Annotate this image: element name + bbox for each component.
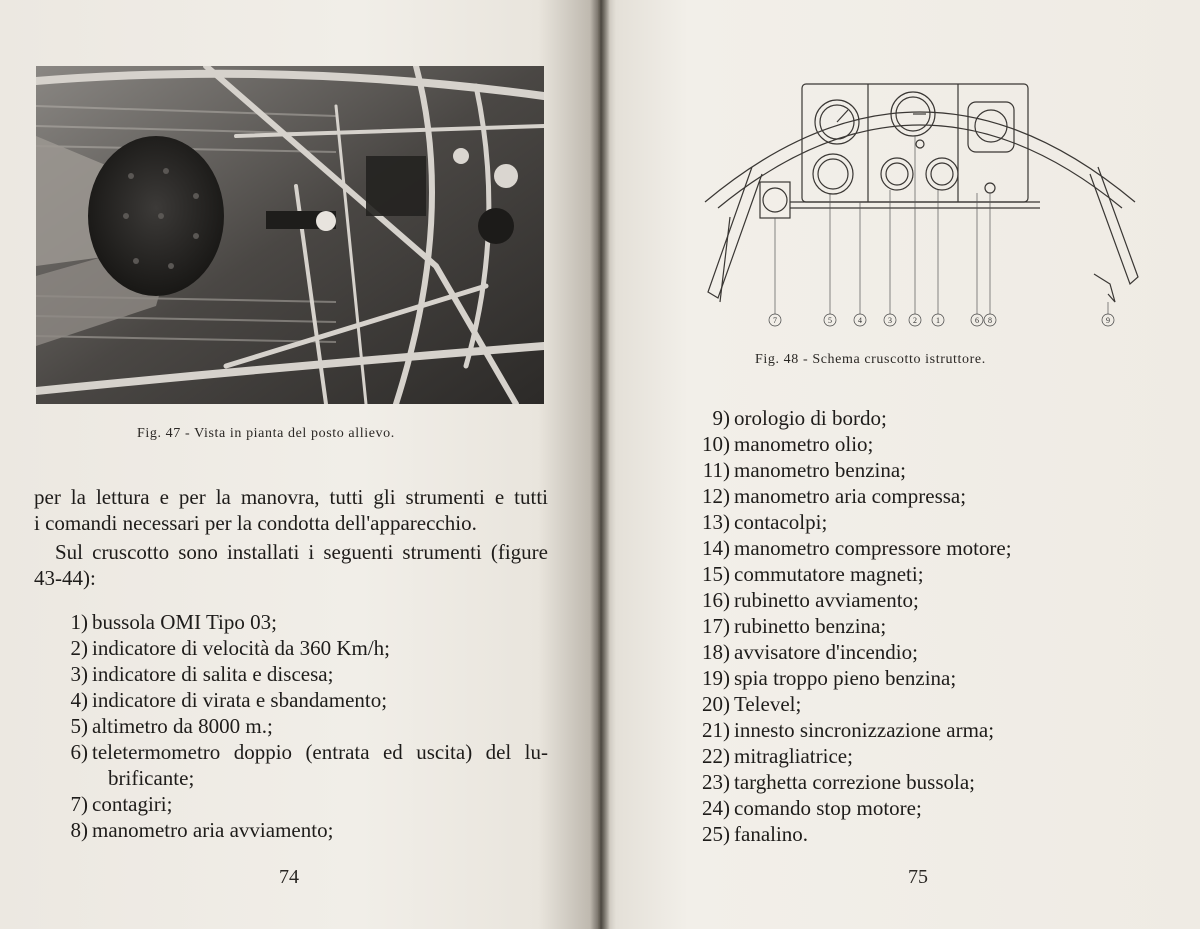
item-number: 17) [702,614,730,638]
item-number: 10) [702,432,730,456]
paragraph [34,484,548,536]
item-text: contagiri; [92,792,173,816]
item-number: 12) [702,484,730,508]
diagram-label: 9 [1106,316,1110,325]
book-gutter [590,0,610,929]
item-number: 8) [70,818,88,842]
item-text: indicatore di salita e discesa; [92,662,334,686]
list-item [50,661,550,687]
item-text: manometro aria compressa; [734,484,967,508]
item-text: mitragliatrice; [734,744,853,768]
item-number: 23) [702,770,730,794]
list-item [694,795,1154,821]
instrument-panel-diagram [690,62,1160,340]
list-item [50,687,550,713]
item-text: rubinetto avviamento; [734,588,919,612]
item-text: manometro olio; [734,432,874,456]
item-number: 21) [702,718,730,742]
item-number: 16) [702,588,730,612]
diagram-label: 6 [975,316,979,325]
diagram-label: 8 [988,316,992,325]
item-number: 9) [712,406,730,430]
item-text: spia troppo pieno benzina; [734,666,957,690]
item-number: 14) [702,536,730,560]
item-text: teletermometro doppio (entrata ed uscita) del lu- [92,740,548,764]
item-text: orologio di bordo; [734,406,887,430]
item-number: 22) [702,744,730,768]
item-text: indicatore di velocità da 360 Km/h; [92,636,390,660]
item-number: 20) [702,692,730,716]
page-number: 74 [279,866,299,888]
item-text: Televel; [734,692,802,716]
item-number: 15) [702,562,730,586]
figure-48-caption: Fig. 48 - Schema cruscotto istruttore. [755,352,986,367]
list-item [50,609,550,635]
list-item [694,613,1154,639]
diagram-label: 7 [773,316,777,325]
intro-paragraph [34,539,548,591]
item-number: 6) [70,740,88,764]
item-number: 7) [70,792,88,816]
list-item [694,691,1154,717]
item-text: brificante; [108,766,195,790]
page-number: 75 [908,866,928,888]
item-text: bussola OMI Tipo 03; [92,610,277,634]
list-item [694,665,1154,691]
list-item [50,817,550,843]
diagram-label: 2 [913,316,917,325]
item-number: 25) [702,822,730,846]
list-item-continuation [50,765,550,791]
list-item [694,743,1154,769]
left-page [0,0,598,929]
list-item [694,587,1154,613]
item-number: 5) [70,714,88,738]
item-text: manometro benzina; [734,458,907,482]
instrument-list-left [50,609,550,843]
paragraph-line: per la lettura e per la manovra, tutti gli strumenti e tutti [34,485,548,509]
item-number: 18) [702,640,730,664]
item-number: 19) [702,666,730,690]
right-page [598,0,1200,929]
cockpit-photo [36,66,544,404]
diagram-label: 1 [936,316,940,325]
diagram-label: 4 [858,316,862,325]
list-item [694,509,1154,535]
item-number: 13) [702,510,730,534]
item-text: contacolpi; [734,510,828,534]
item-text: commutatore magneti; [734,562,924,586]
item-text: targhetta correzione bussola; [734,770,976,794]
diagram-label: 5 [828,316,832,325]
list-item [694,431,1154,457]
list-item [694,561,1154,587]
instrument-list-right [694,405,1154,847]
item-text: innesto sincronizzazione arma; [734,718,995,742]
item-number: 1) [70,610,88,634]
list-item [694,483,1154,509]
list-item [694,457,1154,483]
list-item [50,635,550,661]
item-number: 2) [70,636,88,660]
item-text: comando stop motore; [734,796,922,820]
list-item [694,769,1154,795]
list-item [694,405,1154,431]
list-item [50,791,550,817]
item-number: 3) [70,662,88,686]
item-text: avvisatore d'incendio; [734,640,918,664]
list-item [694,535,1154,561]
figure-47-caption: Fig. 47 - Vista in pianta del posto allievo. [137,426,395,441]
list-item [694,821,1154,847]
intro-line: Sul cruscotto sono installati i seguenti strumenti (figure [55,540,548,564]
list-item [50,713,550,739]
item-text: indicatore di virata e sbandamento; [92,688,388,712]
diagram-label: 3 [888,316,892,325]
item-text: fanalino. [734,822,809,846]
item-number: 4) [70,688,88,712]
item-text: manometro aria avviamento; [92,818,334,842]
item-text: rubinetto benzina; [734,614,887,638]
list-item [50,739,550,765]
item-number: 24) [702,796,730,820]
intro-line: 43-44): [34,566,96,590]
item-text: altimetro da 8000 m.; [92,714,273,738]
item-text: manometro compressore motore; [734,536,1012,560]
paragraph-line: i comandi necessari per la condotta dell'apparecchio. [34,511,477,535]
list-item [694,717,1154,743]
item-number: 11) [702,458,730,482]
list-item [694,639,1154,665]
